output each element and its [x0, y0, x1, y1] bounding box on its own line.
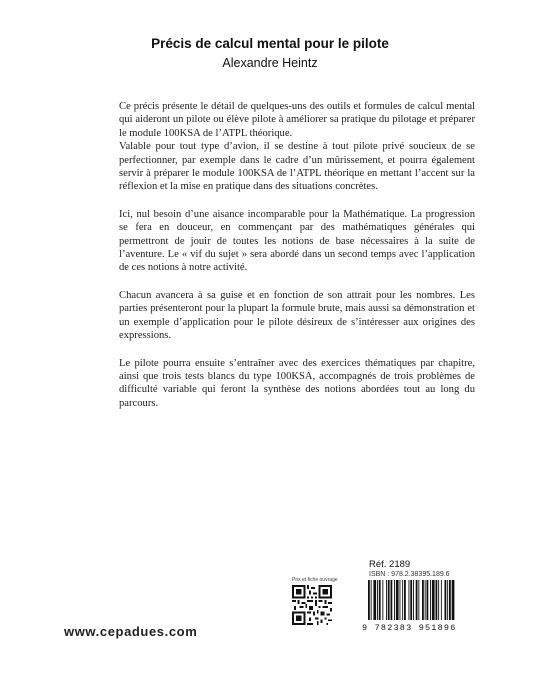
paragraph-1: Ce précis présente le détail de quelques-uns des outils et formules de calcul mental qui aideront un pilote ou élève pilote à améliorer sa pratique du pilotage et préparer le module 100KSA de l’ATPL théorique. — [119, 101, 475, 139]
reference-number: Réf. 2189 — [369, 559, 411, 570]
author-name: Alexandre Heintz — [222, 56, 318, 70]
book-title: Précis de calcul mental pour le pilote — [151, 36, 389, 51]
qr-label: Prix et fiche ouvrage — [292, 577, 338, 583]
qr-code-icon[interactable] — [292, 585, 332, 625]
paragraph-2: Valable pour tout type d’avion, il se destine à tout pilote privé soucieux de se perfectionner, par exemple dans le cadre d’un mûrissement, et pourra également servir à préparer le module 100KSA de l’ATPL théorique en mettant l’accent sur la réflexion et la mise en pratique dans des situations concrètes. — [119, 141, 475, 193]
publisher-website-link[interactable]: www.cepadues.com — [64, 624, 198, 639]
paragraph-5: Le pilote pourra ensuite s’entraîner avec des exercices thématiques par chapitre, ainsi que trois tests blancs du type 100KSA, accompagnés de trois problèmes de difficulté variable qui feront la synthèse des notions abordées tout au long du parcours. — [119, 357, 475, 409]
barcode-icon — [368, 580, 480, 620]
back-cover-text — [119, 100, 475, 424]
paragraph-3: Ici, nul besoin d’une aisance incomparable pour la Mathématique. La progression se fera en douceur, en commençant par des mathématiques générales qui permettront de jouir de toutes les notions de base nécessaires à la suite de l’aventure. Le « vif du sujet » sera abordé dans un second temps avec l’application de ces notions à notre activité. — [119, 208, 475, 274]
isbn-number: ISBN : 978.2.38395.189.6 — [369, 571, 450, 578]
paragraph-4: Chacun avancera à sa guise et en fonction de son attrait pour les nombres. Les parties présenteront pour la plupart la formule brute, mais aussi sa démonstration et un exemple d’application pour le pilote désireux de s’intéresser aux origines des expressions. — [119, 289, 475, 342]
barcode-digits: 9 782383 951896 — [362, 623, 457, 633]
